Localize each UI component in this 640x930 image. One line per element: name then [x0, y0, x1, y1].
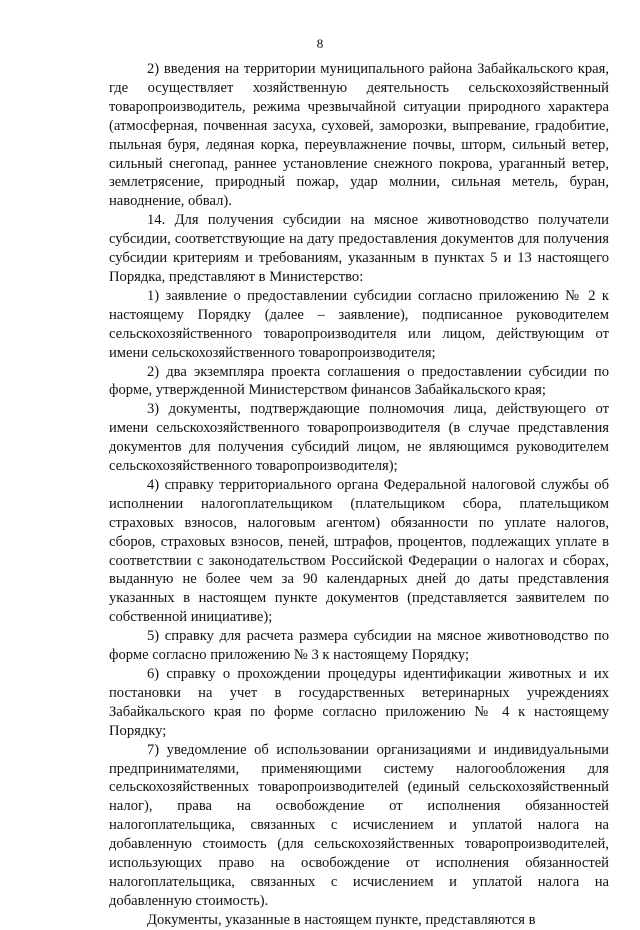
paragraph-item-3-authority: 3) документы, подтверждающие полномочия лица, действующего от имени сельскохозяйственного товаропроизводителя (в случае представления документов для получения субсидий лицом, не являющимся руководителем сельскохозяйственного товаропроизводителя);	[109, 401, 609, 475]
paragraph-item-1-application: 1) заявление о предоставлении субсидии согласно приложению № 2 к настоящему Порядку (далее – заявление), подписанное руководителем сельскохозяйственного товаропроизводителя или лицом, действующим от имени сельскохозяйственного товаропроизводителя;	[109, 287, 609, 361]
paragraph-item-2-agreement: 2) два экземпляра проекта соглашения о предоставлении субсидии по форме, утвержденной Министерством финансов Забайкальского края;	[109, 363, 609, 399]
paragraph-item-4-tax-certificate: 4) справку территориального органа Федеральной налоговой службы об исполнении налогоплательщиком (плательщиком сбора, плательщиком страховых взносов, налоговым агентом) обязанности по уплате налогов, сборов, страховых взносов, пеней, штрафов, процентов, подлежащих уплате в соответствии с законодательством Российской Федерации о налогах и сборах, выданную не более чем за 90 календарных дней до даты представления указанных в настоящем пункте документов (представляется заявителем по собственной инициативе);	[109, 476, 609, 626]
paragraph-14-intro: 14. Для получения субсидии на мясное животноводство получатели субсидии, соответствующие на дату предоставления документов для получения субсидии критериям и требованиям, указанным в пунктах 5 и 13 настоящего Порядка, представляют в Министерство:	[109, 212, 609, 285]
document-body	[109, 60, 609, 930]
paragraph-2-emergency: 2) введения на территории муниципального района Забайкальского края, где осуществляет хозяйственную деятельность сельскохозяйственный товаропроизводитель, режима чрезвычайной ситуации природного характера (атмосферная, почвенная засуха, суховей, заморозки, выпревание, градобитие, пыльная буря, ледяная корка, переувлажнение почвы, шторм, сильный ветер, сильный снегопад, раннее установление снежного покрова, ураганный ветер, землетрясение, природный пожар, удар молнии, сильная метель, буран, наводнение, обвал).	[109, 61, 609, 210]
paragraph-item-6-identification: 6) справку о прохождении процедуры идентификации животных и их постановки на учет в государственных ветеринарных учреждениях Забайкальского края по форме согласно приложению № 4 к настоящему Порядку;	[109, 666, 609, 739]
paragraph-item-5-calculation: 5) справку для расчета размера субсидии на мясное животноводство по форме согласно приложению № 3 к настоящему Порядку;	[109, 628, 609, 664]
paragraph-item-7-notification: 7) уведомление об использовании организациями и индивидуальными предпринимателями, применяющими систему налогообложения для сельскохозяйственных товаропроизводителей (единый сельскохозяйственный налог), права на освобождение от исполнения обязанностей налогоплательщика, связанных с исчислением и уплатой налога на добавленную стоимость (для сельскохозяйственных товаропроизводителей, использующих право на освобождение от исполнения обязанностей налогоплательщика, связанных с исчислением и уплатой налога на добавленную стоимость).	[109, 741, 609, 909]
page-number: 8	[316, 36, 324, 51]
paragraph-documents-submitted: Документы, указанные в настоящем пункте, представляются в	[147, 911, 536, 928]
